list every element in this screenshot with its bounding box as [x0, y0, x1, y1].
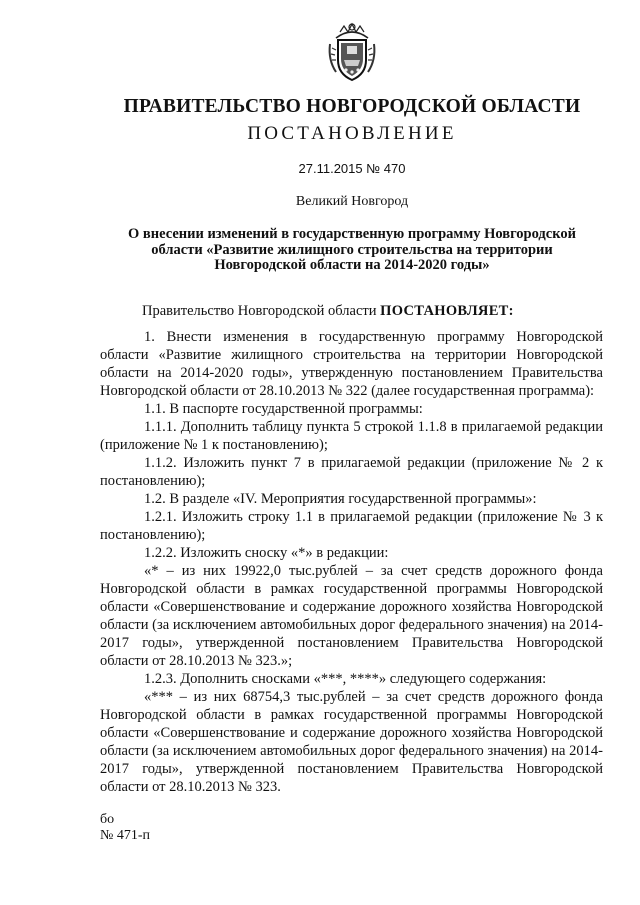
- city: Великий Новгород: [295, 194, 409, 209]
- paragraph: 1.2.2. Изложить сноску «*» в редакции:: [144, 545, 389, 561]
- coat-of-arms-icon: [326, 20, 378, 82]
- date-number: 27.11.2015 № 470: [298, 161, 406, 176]
- document-subject: О внесении изменений в государственную программу Новгородской области «Развитие жилищного строительства на территории Новгородской области на 2014-2020 годы»: [128, 226, 576, 273]
- paragraph: 1. Внести изменения в государственную программу Новгородской области «Развитие жилищного строительства на территории Новгородской области на 2014-2020 годы», утвержденную постановлением Правительства Новгородской области от 28.10.2013 № 322 (далее государственная программа):: [100, 329, 603, 399]
- paragraph: «* – из них 19922,0 тыс.рублей – за счет средств дорожного фонда Новгородской области в рамках государственной программы Новгородской области «Совершенствование и содержание дорожного хозяйства Новгородской области (за исключением автомобильных дорог федерального значения) на 2014-2017 годы», утвержденной постановлением Правительства Новгородской области от 28.10.2013 № 323.»;: [100, 563, 603, 669]
- lead-text: Правительство Новгородской области: [142, 303, 381, 319]
- paragraph: 1.1. В паспорте государственной программы:: [144, 401, 423, 417]
- document-body: [100, 302, 603, 796]
- paragraph: 1.2.1. Изложить строку 1.1 в прилагаемой редакции (приложение № 3 к постановлению);: [100, 509, 603, 543]
- lead-paragraph: [100, 302, 603, 320]
- footer-reference: № 471-п: [100, 828, 151, 843]
- paragraph: 1.1.2. Изложить пункт 7 в прилагаемой редакции (приложение № 2 к постановлению);: [100, 455, 603, 489]
- footer: [100, 812, 150, 844]
- paragraph: 1.2. В разделе «IV. Мероприятия государственной программы»:: [144, 491, 537, 507]
- lead-decree-word: ПОСТАНОВЛЯЕТ:: [380, 303, 514, 319]
- government-name: ПРАВИТЕЛЬСТВО НОВГОРОДСКОЙ ОБЛАСТИ: [123, 96, 581, 117]
- paragraph: «*** – из них 68754,3 тыс.рублей – за счет средств дорожного фонда Новгородской области в рамках государственной программы Новгородской области «Совершенствование и содержание дорожного хозяйства Новгородской области (за исключением автомобильных дорог федерального значения) на 2014-2017 годы», утвержденной постановлением Правительства Новгородской области от 28.10.2013 № 323.: [100, 689, 603, 795]
- paragraph: 1.1.1. Дополнить таблицу пункта 5 строкой 1.1.8 в прилагаемой редакции (приложение № 1 к постановлению);: [100, 419, 603, 453]
- paragraph: 1.2.3. Дополнить сносками «***, ****» следующего содержания:: [144, 671, 547, 687]
- footer-initials: бо: [100, 812, 115, 827]
- document-type: ПОСТАНОВЛЕНИЕ: [247, 123, 457, 144]
